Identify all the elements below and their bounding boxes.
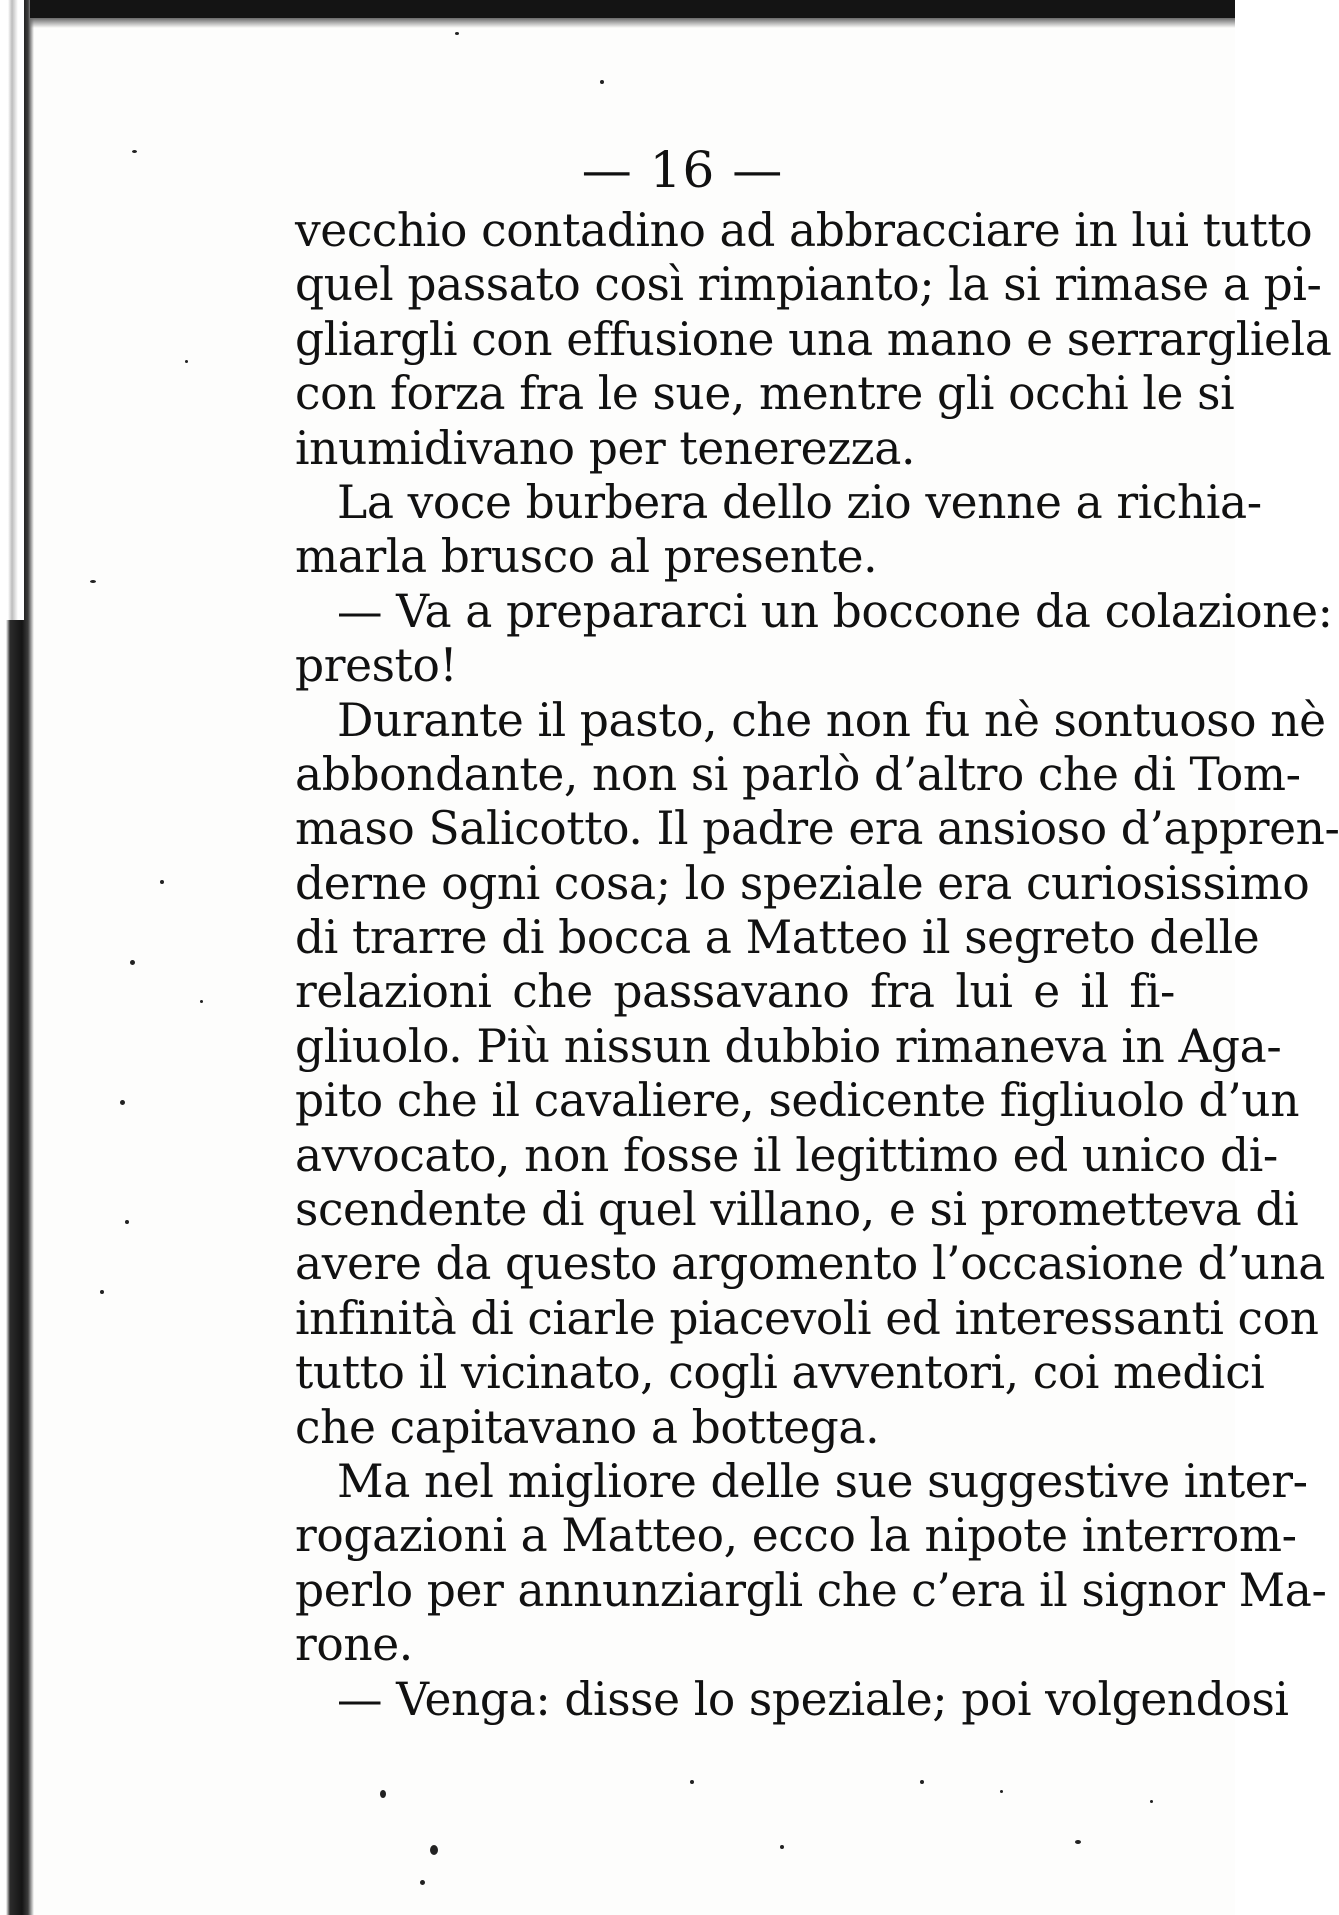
- scan-speck: [200, 1000, 203, 1003]
- text-line: quel passato così rimpianto; la si rimase a pi-: [295, 258, 1322, 312]
- text-line: abbondante, non si parlò d’altro che di Tom-: [295, 747, 1301, 801]
- text-line: pito che il cavaliere, sedicente figliuolo d’un: [295, 1074, 1300, 1128]
- text-line: avvocato, non fosse il legittimo ed unico di-: [295, 1128, 1278, 1182]
- scan-speck: [1150, 1800, 1153, 1803]
- text-line: perlo per annunziargli che c’era il signor Ma-: [295, 1563, 1327, 1617]
- text-line: La voce burbera dello zio venne a richia-: [337, 475, 1262, 529]
- scan-spine-highlight: [0, 0, 24, 620]
- scan-speck: [160, 880, 164, 884]
- scan-speck: [90, 580, 96, 583]
- page-number: — 16 —: [581, 141, 784, 199]
- scan-speck: [430, 1845, 438, 1855]
- text-line: — Venga: disse lo speziale; poi volgendosi: [337, 1672, 1289, 1726]
- text-line: che capitavano a bottega.: [295, 1400, 880, 1454]
- text-line: Ma nel migliore delle sue suggestive inter-: [337, 1454, 1308, 1508]
- text-line: vecchio contadino ad abbracciare in lui tutto: [295, 204, 1313, 257]
- scan-speck: [1075, 1840, 1081, 1844]
- text-line: rone.: [295, 1618, 413, 1672]
- text-line: relazioni che passavano fra lui e il fi-: [295, 965, 1175, 1019]
- scan-speck: [420, 1880, 425, 1885]
- scan-top-edge: [30, 0, 1235, 18]
- scan-speck: [455, 32, 459, 35]
- scan-speck: [125, 1220, 129, 1224]
- text-line: — Va a prepararci un boccone da colazione:: [337, 584, 1333, 638]
- scan-speck: [380, 1790, 386, 1798]
- text-line: scendente di quel villano, e si prometteva di: [295, 1183, 1299, 1237]
- body-text: [295, 204, 1339, 1727]
- scan-speck: [1000, 1790, 1003, 1793]
- scan-speck: [690, 1780, 694, 1784]
- text-line: di trarre di bocca a Matteo il segreto delle: [295, 911, 1260, 965]
- text-line: Durante il pasto, che non fu nè sontuoso nè: [337, 693, 1326, 747]
- text-line: derne ogni cosa; lo speziale era curiosissimo: [295, 856, 1310, 910]
- text-line: rogazioni a Matteo, ecco la nipote interrom-: [295, 1509, 1297, 1563]
- scan-speck: [185, 360, 188, 363]
- scan-speck: [100, 1290, 104, 1294]
- scan-speck: [120, 1100, 125, 1105]
- text-line: gliuolo. Più nissun dubbio rimaneva in Aga-: [295, 1019, 1282, 1073]
- scan-top-edge-fade: [30, 18, 1235, 28]
- text-line: inumidivano per tenerezza.: [295, 421, 916, 475]
- scan-speck: [780, 1845, 784, 1849]
- scan-speck: [600, 80, 604, 84]
- scan-speck: [130, 960, 135, 965]
- text-line: marla brusco al presente.: [295, 530, 878, 584]
- scan-speck: [920, 1780, 924, 1784]
- text-line: avere da questo argomento l’occasione d’una: [295, 1237, 1325, 1291]
- text-line: tutto il vicinato, cogli avventori, coi medici: [295, 1346, 1265, 1400]
- text-line: con forza fra le sue, mentre gli occhi le si: [295, 367, 1235, 421]
- text-line: gliargli con effusione una mano e serrargliela: [295, 312, 1332, 366]
- text-line: infinità di ciarle piacevoli ed interessanti con: [295, 1291, 1319, 1345]
- text-line: maso Salicotto. Il padre era ansioso d’appren-: [295, 802, 1339, 856]
- text-line: presto!: [295, 639, 458, 693]
